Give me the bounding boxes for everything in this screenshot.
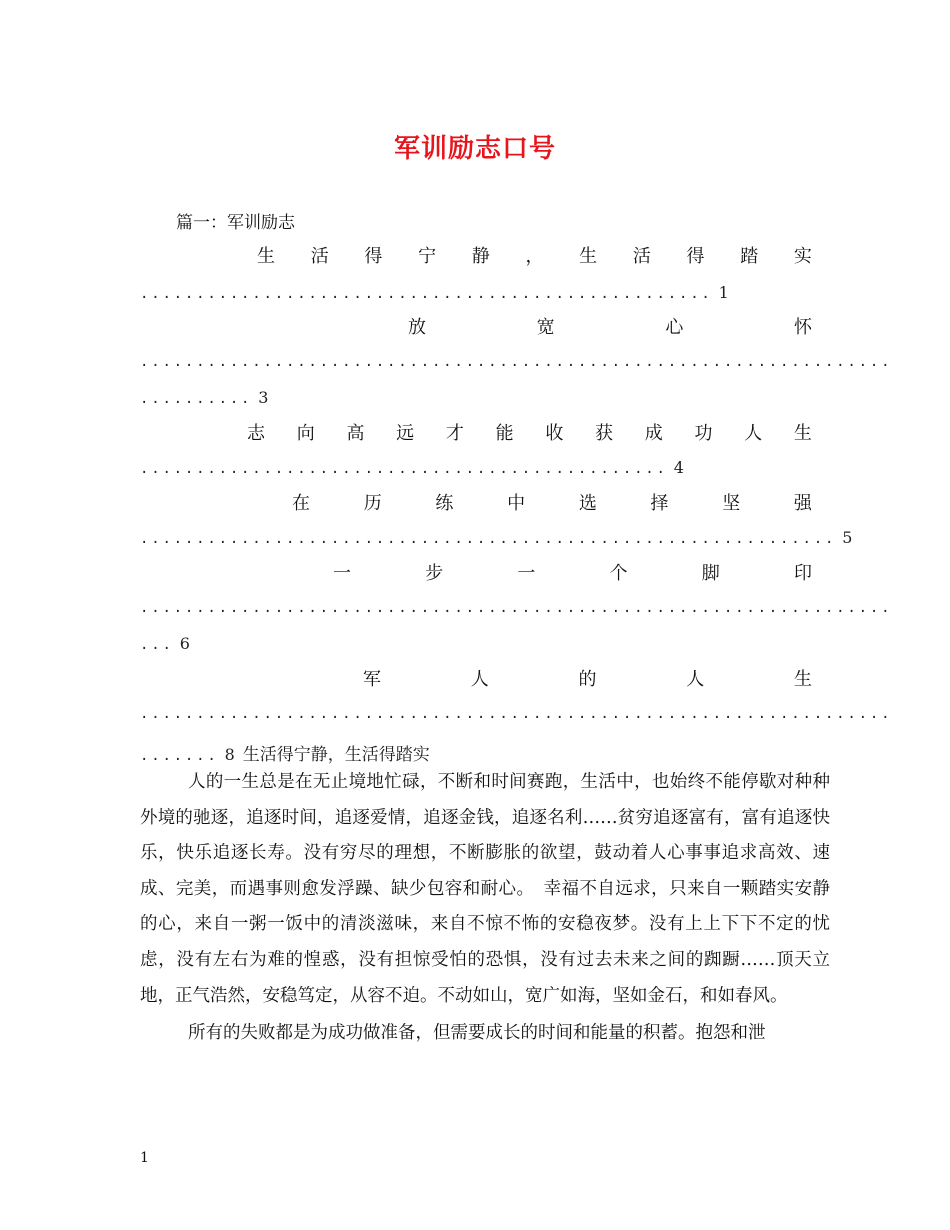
toc-entry-title: [333, 559, 812, 585]
toc-entry-title: [363, 665, 812, 691]
toc-title-char: 成: [644, 423, 663, 444]
toc-title-char: 得: [364, 246, 383, 267]
toc-title-char: 活: [632, 246, 651, 267]
toc-leader: [140, 283, 729, 302]
toc-title-char: 收: [545, 423, 564, 444]
toc-title-char: 远: [396, 423, 415, 444]
toc-leader: [140, 706, 892, 722]
toc-page-number: 5: [842, 528, 853, 547]
toc-title-char: 生: [257, 246, 275, 267]
toc-title-char: 练: [435, 493, 454, 514]
toc-title-char: 生: [793, 423, 812, 444]
toc-title-char: 怀: [793, 317, 812, 338]
toc-title-char: 获: [595, 423, 614, 444]
toc-dots: .......: [140, 748, 219, 764]
toc-dots: ...: [140, 637, 174, 653]
toc-title-char: ，: [525, 246, 544, 267]
toc-title-char: 功: [694, 423, 713, 444]
toc-title-char: 在: [292, 493, 310, 514]
subsection-heading: 生活得宁静，生活得踏实: [242, 745, 430, 765]
toc-title-char: 才: [445, 423, 464, 444]
toc-title-char: 人: [744, 423, 763, 444]
toc-entry-title: [408, 313, 812, 339]
toc-leader: [140, 528, 852, 547]
toc-title-char: 实: [793, 246, 812, 267]
toc-title-char: 坚: [722, 493, 741, 514]
toc-dots: ..........: [140, 391, 253, 407]
toc-title-char: 向: [296, 423, 315, 444]
toc-title-char: 志: [247, 423, 265, 444]
toc-title-char: 人: [686, 669, 705, 690]
toc-page-number: 4: [673, 458, 684, 477]
toc-title-char: 活: [310, 246, 329, 267]
toc-title-char: 印: [793, 563, 812, 584]
toc-title-char: 高: [346, 423, 365, 444]
toc-title-char: 一: [333, 563, 351, 584]
section-heading: 篇一：军训励志: [176, 213, 295, 233]
toc-dots: ..............................................................: [140, 531, 837, 547]
toc-entry-title: [247, 419, 812, 445]
toc-page-number: 8: [224, 745, 235, 764]
toc-leader: [140, 458, 684, 477]
toc-title-char: 择: [650, 493, 669, 514]
toc-title-char: 能: [495, 423, 514, 444]
toc-title-char: 脚: [701, 563, 720, 584]
toc-title-char: 步: [425, 563, 444, 584]
toc-title-char: 静: [471, 246, 490, 267]
toc-dots: ...................................................: [140, 286, 713, 302]
toc-title-char: 宽: [536, 317, 555, 338]
document-title: 军训励志口号: [393, 134, 556, 164]
toc-leader: [140, 354, 892, 370]
toc-page-number: 3: [258, 388, 269, 407]
toc-leader: [140, 634, 190, 653]
toc-title-char: 心: [665, 317, 684, 338]
toc-title-char: 放: [408, 317, 426, 338]
toc-title-char: 宁: [418, 246, 437, 267]
toc-title-char: 选: [578, 493, 597, 514]
toc-dots: ...................................................................: [140, 706, 893, 722]
toc-dots: ...............................................: [140, 461, 668, 477]
toc-leader: [140, 600, 892, 616]
toc-leader: [140, 740, 430, 765]
toc-title-char: 得: [686, 246, 705, 267]
toc-dots: ...................................................................: [140, 600, 893, 616]
toc-title-char: 生: [794, 669, 812, 690]
toc-title-char: 生: [579, 246, 598, 267]
toc-page-number: 6: [179, 634, 190, 653]
toc-entry-title: [257, 242, 812, 268]
toc-title-char: 人: [470, 669, 489, 690]
toc-title-char: 的: [578, 669, 597, 690]
toc-leader: [140, 388, 268, 407]
toc-entry-title: [292, 489, 812, 515]
toc-title-char: 踏: [740, 246, 759, 267]
page-number: 1: [140, 1150, 149, 1166]
toc-title-char: 中: [507, 493, 526, 514]
toc-title-char: 历: [363, 493, 382, 514]
toc-title-char: 军: [363, 669, 381, 690]
toc-page-number: 1: [718, 283, 729, 302]
body-paragraph: 所有的失败都是为成功做准备，但需要成长的时间和能量的积蓄。抱怨和泄: [188, 1023, 766, 1043]
body-paragraph: 人的一生总是在无止境地忙碌，不断和时间赛跑，生活中，也始终不能停歇对种种外境的驰逐，追逐时间，追逐爱情，追逐金钱，追逐名利……贫穷追逐富有，富有追逐快乐，快乐追逐长寿。没有穷尽的理想，不断膨胀的欲望，鼓动着人心事事追求高效、速成、完美，而遇事则愈发浮躁、缺少包容和耐心。 幸福不自远求，只来自一颗踏实安静的心，来自一粥一饭中的清淡滋味，来自不惊不怖的安稳夜梦。没有上上下下不定的忧虑，没有左右为难的惶惑，没有担惊受怕的恐惧，没有过去未来之间的踟蹰……顶天立地，正气浩然，安稳笃定，从容不迫。不动如山，宽广如海，坚如金石，和如春风。: [140, 772, 830, 1006]
toc-title-char: 个: [609, 563, 628, 584]
toc-title-char: 一: [517, 563, 536, 584]
toc-dots: ...................................................................: [140, 354, 893, 370]
toc-title-char: 强: [793, 493, 812, 514]
